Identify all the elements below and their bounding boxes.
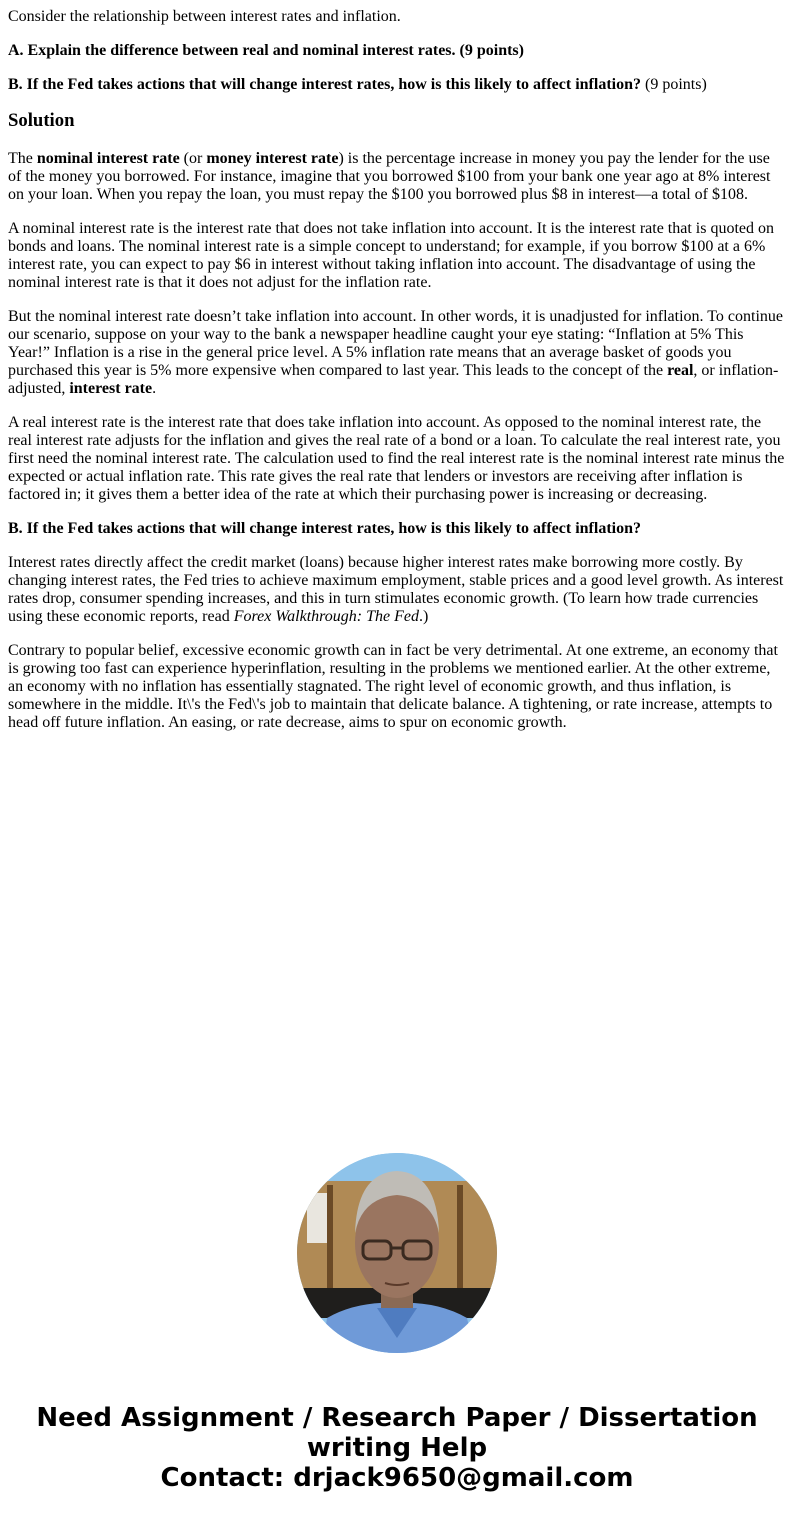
question-part-b-text: B. If the Fed takes actions that will change interest rates, how is this likely to affect inflation?	[8, 76, 641, 93]
solution-paragraph-5	[8, 554, 786, 626]
solution-paragraph-2: A nominal interest rate is the interest rate that does not take inflation into account. It is the interest rate that is quoted on bonds and loans. The nominal interest rate is a simple concept to understand; for example, if you borrow $100 at a 6% interest rate, you can expect to pay $6 in interest without taking inflation into account. The disadvantage of using the nominal interest rate is that it does not adjust for the inflation rate.	[8, 220, 775, 291]
term-nominal-interest-rate: nominal interest rate	[36, 150, 180, 167]
question-part-a	[8, 42, 786, 60]
text-run: , or inflation-adjusted,	[8, 362, 779, 397]
term-money-interest-rate: money interest rate	[206, 150, 339, 167]
solution-part-b-heading: B. If the Fed takes actions that will change interest rates, how is this likely to affect inflation?	[8, 520, 641, 537]
portrait-photo-icon	[297, 1153, 497, 1353]
question-intro: Consider the relationship between interest rates and inflation.	[8, 8, 401, 25]
text-run: ) is the percentage increase in money you pay the lender for the use of the money you borrowed. For instance, imagine that you borrowed $100 from your bank one year ago at 8% interest on your loan. When you repay the loan, you must repay the $100 you borrowed plus $8 in interest—a total of $108.	[8, 150, 771, 203]
promo-line-1: Need Assignment / Research Paper / Dissertation	[36, 1403, 758, 1433]
solution-heading: Solution	[8, 110, 75, 131]
author-avatar	[297, 1153, 497, 1353]
term-interest-rate: interest rate	[69, 380, 153, 397]
article-title: Forex Walkthrough: The Fed	[233, 608, 419, 625]
text-run: The	[8, 150, 37, 167]
solution-part-b	[8, 520, 786, 538]
text-run: Interest rates directly affect the credit market (loans) because higher interest rates make borrowing more costly. By changing interest rates, the Fed tries to achieve maximum employment, stable prices and a good level growth. As interest rates drop, consumer spending increases, and this in turn stimulates economic growth. (To learn how trade currencies using these economic reports, read	[8, 554, 784, 625]
text-run: But the nominal interest rate doesn’t take inflation into account. In other words, it is unadjusted for inflation. To continue our scenario, suppose on your way to the bank a newspaper headline caught your eye stating: “Inflation at 5% This Year!” Inflation is a rise in the general price level. A 5% inflation rate means that an average basket of goods you purchased this year is 5% more expensive when compared to last year. This leads to the concept of the	[8, 308, 784, 379]
text-run: (or	[179, 150, 207, 167]
solution-paragraph-1	[8, 150, 786, 204]
promo-contact: Contact: drjack9650@gmail.com	[160, 1463, 634, 1493]
text-run: .)	[419, 608, 429, 625]
solution-paragraph-3	[8, 308, 786, 398]
term-real: real	[667, 362, 694, 379]
document-body	[8, 0, 786, 748]
promo-banner	[0, 1403, 794, 1493]
promo-line-2: writing Help	[306, 1433, 488, 1463]
question-part-b-points: (9 points)	[641, 76, 707, 93]
solution-paragraph-4: A real interest rate is the interest rate that does take inflation into account. As opposed to the nominal interest rate, the real interest rate adjusts for the inflation and gives the real rate of a bond or a loan. To calculate the real interest rate, you first need the nominal interest rate. The calculation used to find the real interest rate is the nominal interest rate minus the expected or actual inflation rate. This rate gives the real rate that lenders or investors are receiving after inflation is factored in; it gives them a better idea of the rate at which their purchasing power is increasing or decreasing.	[8, 414, 785, 503]
text-run: .	[152, 380, 157, 397]
solution-paragraph-6: Contrary to popular belief, excessive economic growth can in fact be very detrimental. At one extreme, an economy that is growing too fast can experience hyperinflation, resulting in the problems we mentioned earlier. At the other extreme, an economy with no inflation has essentially stagnated. The right level of economic growth, and thus inflation, is somewhere in the middle. It\'s the Fed\'s job to maintain that delicate balance. A tightening, or rate increase, attempts to head off future inflation. An easing, or rate decrease, aims to spur on economic growth.	[8, 642, 778, 731]
question-part-a-text: A. Explain the difference between real and nominal interest rates. (9 points)	[8, 42, 524, 59]
question-part-b	[8, 76, 786, 94]
